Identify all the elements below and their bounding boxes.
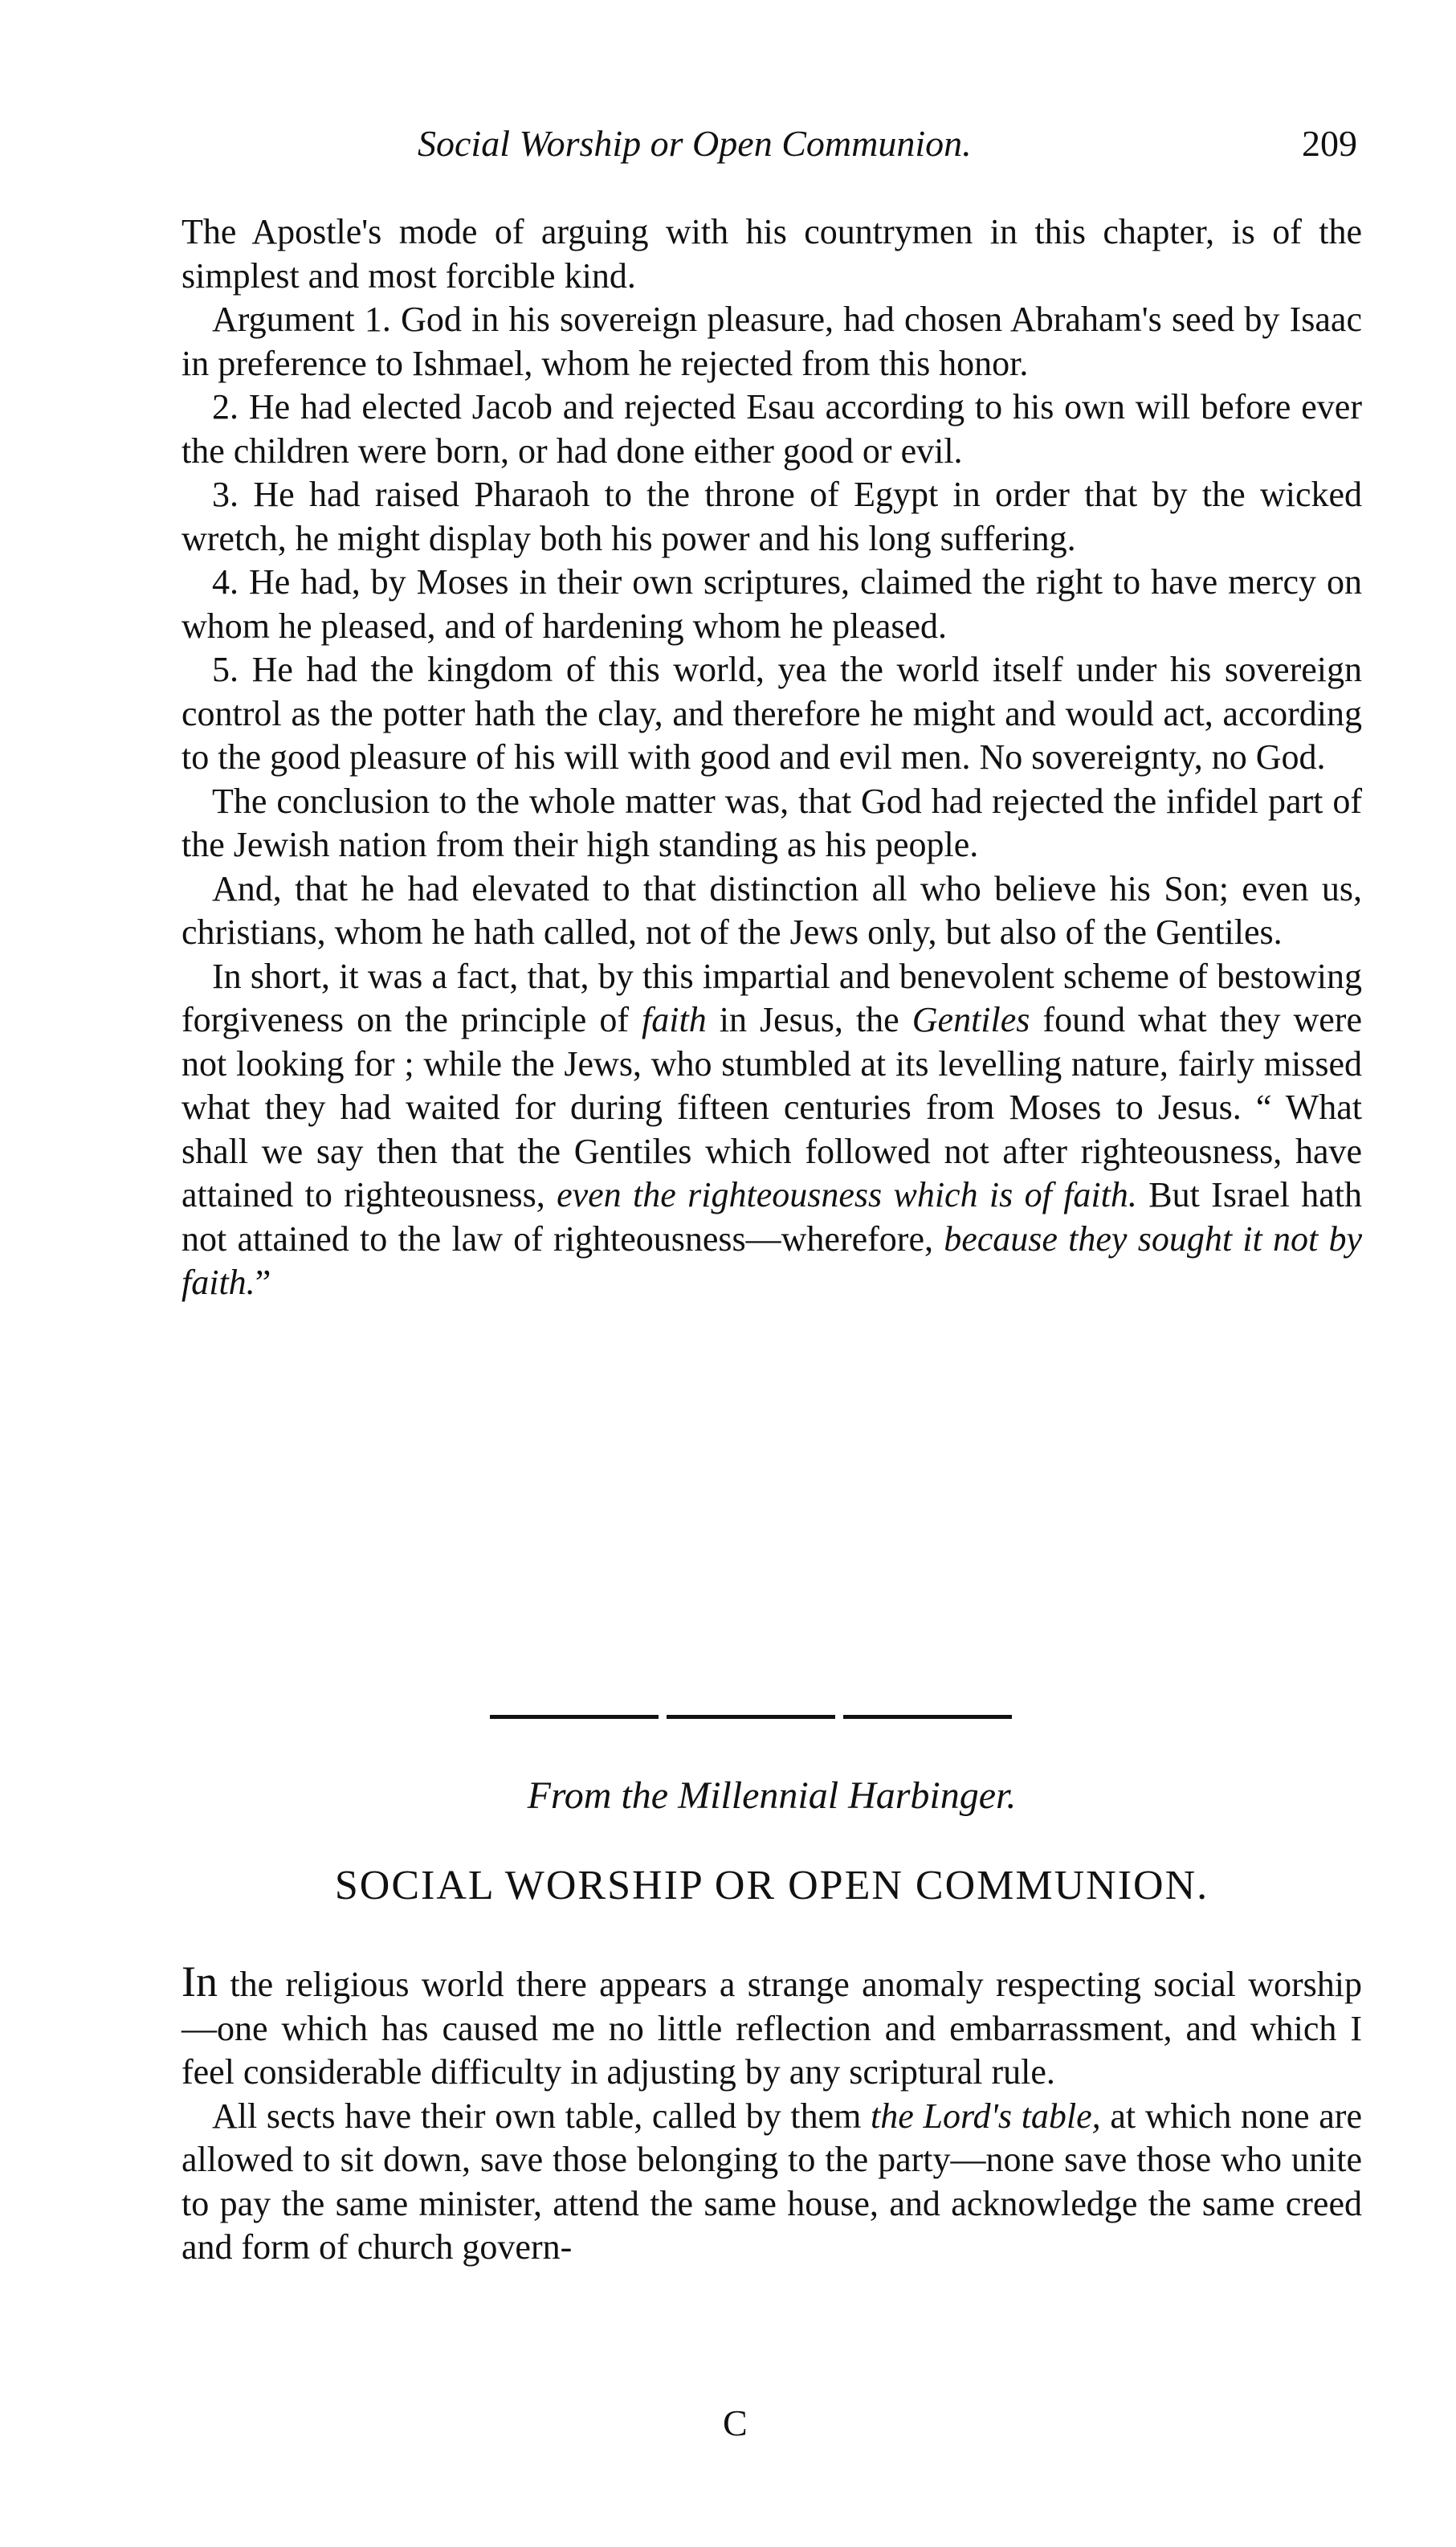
page-header	[185, 122, 1357, 165]
paragraph: 3. He had raised Pharaoh to the throne of Egypt in order that by the wicked wretch, he might display both his power and his long suffering.	[181, 475, 1362, 558]
italic-lords-table: the Lord's table,	[871, 2096, 1101, 2136]
paragraph: The Apostle's mode of arguing with his countrymen in this chapter, is of the simplest and most forcible kind.	[181, 212, 1362, 296]
drop-initial: In	[181, 1957, 218, 2006]
section-divider	[490, 1715, 1012, 1720]
source-line: From the Millennial Harbinger.	[527, 1774, 1017, 1817]
text-run: found what they were not looking for ; while the Jews, who stumbled at its levelling nature, fairly missed what they had waited for during fifteen centuries from Moses to Jesus. “ What shall we say then that the Gentiles which followed not after righteousness, have attained to righteousness,	[181, 1000, 1362, 1214]
divider-segment	[843, 1715, 1012, 1719]
paragraph: 4. He had, by Moses in their own scriptures, claimed the right to have mercy on whom he pleased, and of hardening whom he pleased.	[181, 562, 1362, 646]
text-run: All sects have their own table, called by them	[212, 2096, 871, 2136]
text-run: ”	[255, 1263, 271, 1302]
section-2-text	[181, 1957, 1362, 2270]
text-run: But Israel hath not attained to the law of righteousness—wherefore,	[181, 1175, 1362, 1259]
divider-segment	[490, 1715, 659, 1719]
paragraph	[181, 2095, 1362, 2270]
section-1-text	[181, 210, 1362, 1305]
paragraph: Argument 1. God in his sovereign pleasure, had chosen Abraham's seed by Isaac in preference to Ishmael, whom he rejected from this honor.	[181, 300, 1362, 383]
paragraph: 2. He had elected Jacob and rejected Esau according to his own will before ever the children were born, or had done either good or evil.	[181, 387, 1362, 471]
text-run: at which none are allowed to sit down, save those belonging to the party—none save those who unite to pay the same minister, attend the same house, and acknowledge the same creed and form of church govern-	[181, 2096, 1362, 2267]
paragraph: The conclusion to the whole matter was, that God had rejected the infidel part of the Jewish nation from their high standing as his people.	[181, 781, 1362, 864]
paragraph-conclusion	[181, 955, 1362, 1305]
text-run: In short, it was a fact, that, by this impartial and benevolent scheme of bestowing forgiveness on the principle of	[181, 956, 1362, 1039]
text-run: the religious world there appears a strange anomaly respecting social worship —one which has caused me no little reflection and embarrassment, and which I feel considerable difficulty in adjusting by any scriptural rule.	[181, 1965, 1362, 2092]
italic-quote-2: because they sought it not by faith.	[181, 1218, 1362, 1302]
running-head: Social Worship or Open Communion.	[418, 123, 972, 164]
paragraph	[181, 1957, 1362, 2095]
italic-quote-1: even the righteousness which is of faith.	[557, 1175, 1137, 1214]
divider-segment	[667, 1715, 835, 1719]
text-run: in Jesus, the	[706, 1000, 912, 1039]
signature-mark: C	[723, 2402, 748, 2443]
paragraph: 5. He had the kingdom of this world, yea the world itself under his sovereign control as the potter hath the clay, and therefore he might and would act, according to the good pleasure of his will with good and evil men. No sovereignty, no God.	[181, 650, 1362, 777]
italic-faith: faith	[642, 1000, 707, 1039]
italic-gentiles: Gentiles	[912, 1000, 1030, 1039]
paragraph: And, that he had elevated to that distinction all who believe his Son; even us, christians, whom he hath called, not of the Jews only, but also of the Gentiles.	[181, 868, 1362, 952]
article-title: SOCIAL WORSHIP OR OPEN COMMUNION.	[334, 1863, 1209, 1908]
page-number: 209	[1302, 123, 1357, 164]
